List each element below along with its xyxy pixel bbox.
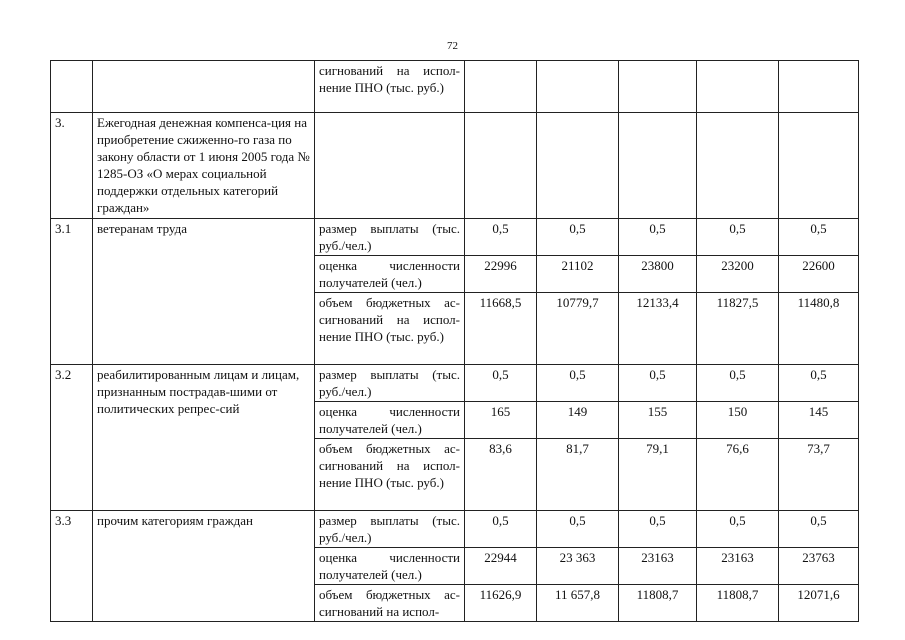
page-number: 72 xyxy=(447,40,458,52)
item-number xyxy=(51,61,93,113)
value-cell: 0,5 xyxy=(697,365,779,402)
value-cell: 10779,7 xyxy=(537,293,619,365)
value-cell: 11808,7 xyxy=(697,585,779,622)
value-cell: 150 xyxy=(697,402,779,439)
indicator-label: сигнований на испол-нение ПНО (тыс. руб.) xyxy=(315,61,465,113)
value-cell xyxy=(619,61,697,113)
value-cell xyxy=(779,61,859,113)
value-cell: 21102 xyxy=(537,256,619,293)
value-cell xyxy=(465,61,537,113)
value-cell xyxy=(779,113,859,219)
indicator-label: объем бюджетных ас-сигнований на испол-нение ПНО (тыс. руб.) xyxy=(315,293,465,365)
indicator-label: размер выплаты (тыс. руб./чел.) xyxy=(315,511,465,548)
value-cell: 0,5 xyxy=(465,511,537,548)
value-cell: 12133,4 xyxy=(619,293,697,365)
indicator-label: объем бюджетных ас-сигнований на испол-нение ПНО (тыс. руб.) xyxy=(315,439,465,511)
value-cell: 165 xyxy=(465,402,537,439)
value-cell: 11668,5 xyxy=(465,293,537,365)
value-cell: 145 xyxy=(779,402,859,439)
budget-table xyxy=(50,60,859,622)
item-name: Ежегодная денежная компенса-ция на приобретение сжиженно-го газа по закону области от 1 июня 2005 года № 1285-ОЗ «О мерах социальной поддержки отдельных категорий граждан» xyxy=(93,113,315,219)
value-cell: 0,5 xyxy=(465,365,537,402)
value-cell: 11827,5 xyxy=(697,293,779,365)
value-cell: 23163 xyxy=(697,548,779,585)
value-cell xyxy=(697,61,779,113)
value-cell: 11808,7 xyxy=(619,585,697,622)
value-cell: 12071,6 xyxy=(779,585,859,622)
value-cell: 0,5 xyxy=(537,511,619,548)
value-cell: 0,5 xyxy=(537,219,619,256)
value-cell: 23163 xyxy=(619,548,697,585)
indicator-label: оценка численности получателей (чел.) xyxy=(315,548,465,585)
value-cell xyxy=(619,113,697,219)
value-cell: 23763 xyxy=(779,548,859,585)
indicator-label: оценка численности получателей (чел.) xyxy=(315,256,465,293)
value-cell: 0,5 xyxy=(465,219,537,256)
item-number: 3.2 xyxy=(51,365,93,511)
table-row xyxy=(51,61,859,113)
table-row xyxy=(51,365,859,402)
value-cell: 22944 xyxy=(465,548,537,585)
value-cell: 0,5 xyxy=(619,219,697,256)
value-cell: 23200 xyxy=(697,256,779,293)
table-row xyxy=(51,113,859,219)
indicator-label: размер выплаты (тыс. руб./чел.) xyxy=(315,219,465,256)
value-cell: 81,7 xyxy=(537,439,619,511)
indicator-label: размер выплаты (тыс. руб./чел.) xyxy=(315,365,465,402)
item-name xyxy=(93,61,315,113)
item-number: 3.1 xyxy=(51,219,93,365)
value-cell: 149 xyxy=(537,402,619,439)
value-cell: 0,5 xyxy=(779,365,859,402)
value-cell: 0,5 xyxy=(697,511,779,548)
value-cell: 76,6 xyxy=(697,439,779,511)
value-cell: 0,5 xyxy=(697,219,779,256)
value-cell: 23800 xyxy=(619,256,697,293)
item-number: 3.3 xyxy=(51,511,93,622)
value-cell: 0,5 xyxy=(619,511,697,548)
value-cell xyxy=(465,113,537,219)
value-cell: 22996 xyxy=(465,256,537,293)
value-cell xyxy=(537,61,619,113)
table-row xyxy=(51,511,859,548)
value-cell xyxy=(697,113,779,219)
value-cell: 0,5 xyxy=(537,365,619,402)
value-cell: 11626,9 xyxy=(465,585,537,622)
indicator-label: оценка численности получателей (чел.) xyxy=(315,402,465,439)
value-cell: 155 xyxy=(619,402,697,439)
value-cell: 83,6 xyxy=(465,439,537,511)
value-cell: 0,5 xyxy=(779,219,859,256)
value-cell xyxy=(537,113,619,219)
indicator-label xyxy=(315,113,465,219)
value-cell: 22600 xyxy=(779,256,859,293)
value-cell: 73,7 xyxy=(779,439,859,511)
value-cell: 11480,8 xyxy=(779,293,859,365)
value-cell: 79,1 xyxy=(619,439,697,511)
item-name: реабилитированным лицам и лицам, признанным пострадав-шими от политических репрес-сий xyxy=(93,365,315,511)
value-cell: 0,5 xyxy=(619,365,697,402)
value-cell: 11 657,8 xyxy=(537,585,619,622)
item-number: 3. xyxy=(51,113,93,219)
item-name: прочим категориям граждан xyxy=(93,511,315,622)
item-name: ветеранам труда xyxy=(93,219,315,365)
value-cell: 23 363 xyxy=(537,548,619,585)
value-cell: 0,5 xyxy=(779,511,859,548)
table-row xyxy=(51,219,859,256)
indicator-label: объем бюджетных ас-сигнований на испол- xyxy=(315,585,465,622)
